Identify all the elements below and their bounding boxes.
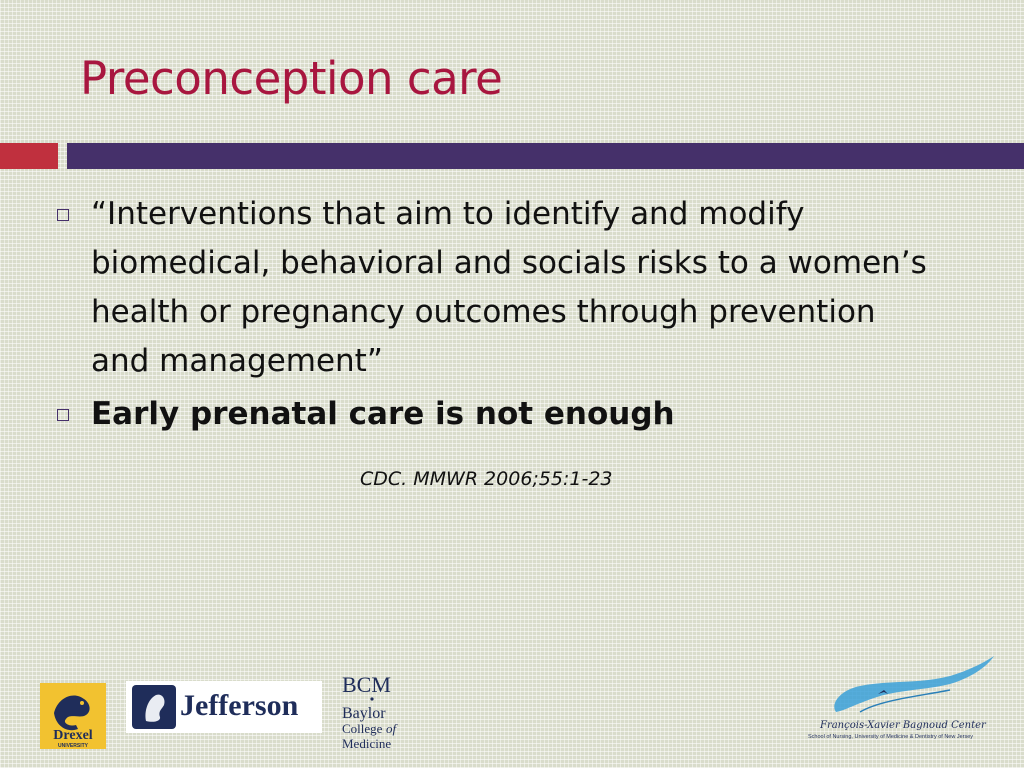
bcm-line2: College bbox=[342, 721, 383, 736]
drexel-sub: UNIVERSITY bbox=[57, 743, 89, 749]
fxb-wave-icon bbox=[800, 654, 1000, 718]
bcm-line2b: of bbox=[386, 721, 397, 736]
bullet-item-prenatal bbox=[55, 390, 935, 439]
title-band-purple bbox=[67, 143, 1024, 169]
bcm-line3: Medicine bbox=[342, 736, 392, 751]
fxb-logo bbox=[800, 654, 1000, 746]
bcm-dot-icon bbox=[370, 697, 373, 700]
drexel-logo bbox=[40, 683, 106, 749]
bullet-text: Early prenatal care is not enough bbox=[91, 396, 675, 432]
jefferson-logo bbox=[126, 681, 322, 733]
jefferson-mark bbox=[126, 681, 322, 733]
fxb-name: François-Xavier Bagnoud Center bbox=[820, 720, 986, 731]
drexel-name: Drexel bbox=[53, 728, 93, 743]
square-bullet-icon bbox=[57, 209, 69, 221]
title-band-red bbox=[0, 143, 58, 169]
bcm-abbr: BCM bbox=[342, 672, 391, 697]
square-bullet-icon bbox=[57, 409, 69, 421]
jefferson-name: Jefferson bbox=[180, 689, 299, 722]
fxb-sub: School of Nursing, University of Medicine & Dentistry of New Jersey bbox=[808, 734, 974, 740]
bcm-line1: Baylor bbox=[342, 705, 386, 722]
bcm-logo bbox=[338, 672, 408, 752]
bullet-item-definition bbox=[55, 190, 935, 386]
citation: CDC. MMWR 2006;55:1-23 bbox=[360, 468, 613, 490]
drexel-dragon-icon bbox=[40, 683, 106, 749]
bullet-list bbox=[55, 190, 935, 439]
slide-title: Preconception care bbox=[80, 52, 503, 105]
bullet-text: “Interventions that aim to identify and modify biomedical, behavioral and socials risks to a women’s health or pregnancy outcomes through prevention and management” bbox=[91, 196, 927, 379]
